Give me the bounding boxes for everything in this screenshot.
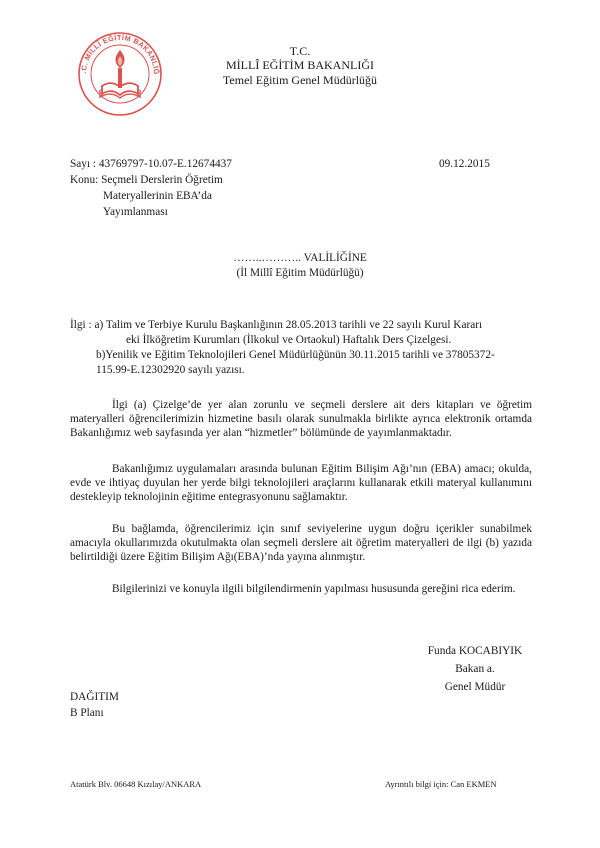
- reference-a-line-2: eki İlköğretim Kurumları (İlkokul ve Ortaokul) Haftalık Ders Çizelgesi.: [126, 334, 452, 346]
- body-paragraph-4: [70, 582, 532, 596]
- distribution-item: B Planı: [70, 707, 104, 719]
- paragraph-text: İlgi (a) Çizelge’de yer alan zorunlu ve seçmeli derslere ait ders kitapları ve öğretim materyalleri öğrencilerimizin hizmetine basılı olarak sunulmakla birlikte ayrıca elektronik ortamda Bakanlığımız web sayfasında yer alan “hizmetler” bölümünde de yayımlanmaktadır.: [70, 399, 532, 439]
- paragraph-text: Bu bağlamda, öğrencilerimiz için sınıf seviyelerine uygun doğru içerikler sunabilmek amacıyla okullarımızda okutulmakta olan seçmeli derslere ait öğretim materyalleri de ilgi (b) yazıda belirtildiği üzere Eğitim Bilişim Ağı(EBA)’nda yayına alınmıştır.: [70, 523, 532, 563]
- header-ministry: MİLLÎ EĞİTİM BAKANLIĞI: [226, 58, 374, 72]
- signature-block: [380, 642, 570, 696]
- signer-name: Funda KOCABIYIK: [427, 645, 523, 657]
- subject-line-3: Yayımlanması: [103, 206, 168, 218]
- reference-a-line-1: İlgi : a) Talim ve Terbiye Kurulu Başkanlığının 28.05.2013 tarihli ve 22 sayılı Kurul Kararı: [70, 319, 483, 331]
- signer-title: Genel Müdür: [444, 681, 506, 693]
- subject-line-1: Konu: Seçmeli Derslerin Öğretim: [70, 174, 223, 186]
- footer-contact: Ayrıntılı bilgi için: Can EKMEN: [385, 779, 497, 789]
- reference-b-line-1: b)Yenilik ve Eğitim Teknolojileri Genel Müdürlüğünün 30.11.2015 tarihli ve 37805372-: [96, 349, 495, 361]
- body-paragraph-1: [70, 398, 532, 440]
- document-date: 09.12.2015: [439, 158, 490, 170]
- header-directorate: Temel Eğitim Genel Müdürlüğü: [222, 73, 378, 87]
- header-tc: T.C.: [289, 44, 311, 58]
- reference-b-line-2: 115.99-E.12302920 sayılı yazısı.: [96, 364, 245, 376]
- recipient-line-2: (İl Millî Eğitim Müdürlüğü): [236, 267, 364, 279]
- document-number: Sayı : 43769797-10.07-E.12674437: [70, 158, 232, 170]
- footer-address: Atatürk Blv. 06648 Kızılay/ANKARA: [70, 779, 202, 789]
- subject-line-2: Materyallerinin EBA’da: [103, 190, 212, 202]
- signer-delegation: Bakan a.: [455, 663, 495, 675]
- body-paragraph-3: [70, 522, 532, 564]
- recipient-line-1: ……..……….. VALİLİĞİNE: [233, 252, 367, 264]
- paragraph-text: Bilgilerinizi ve konuyla ilgili bilgilendirmenin yapılması hususunda gereğini rica ederim.: [112, 583, 516, 595]
- distribution-title: DAĞITIM: [70, 691, 119, 703]
- body-paragraph-2: [70, 462, 532, 504]
- paragraph-text: Bakanlığımız uygulamaları arasında bulunan Eğitim Bilişim Ağı’nın (EBA) amacı; okulda, evde ve ihtiyaç duyulan her yerde bilgi teknolojileri araçlarını kullanarak etkili materyal kullanımını destekleyip teknolojinin eğitime entegrasyonunu sağlamaktır.: [70, 463, 532, 503]
- seal-ring-text: .C. MİLLÎ EĞİTİM BAKANLIĞ: [78, 32, 162, 76]
